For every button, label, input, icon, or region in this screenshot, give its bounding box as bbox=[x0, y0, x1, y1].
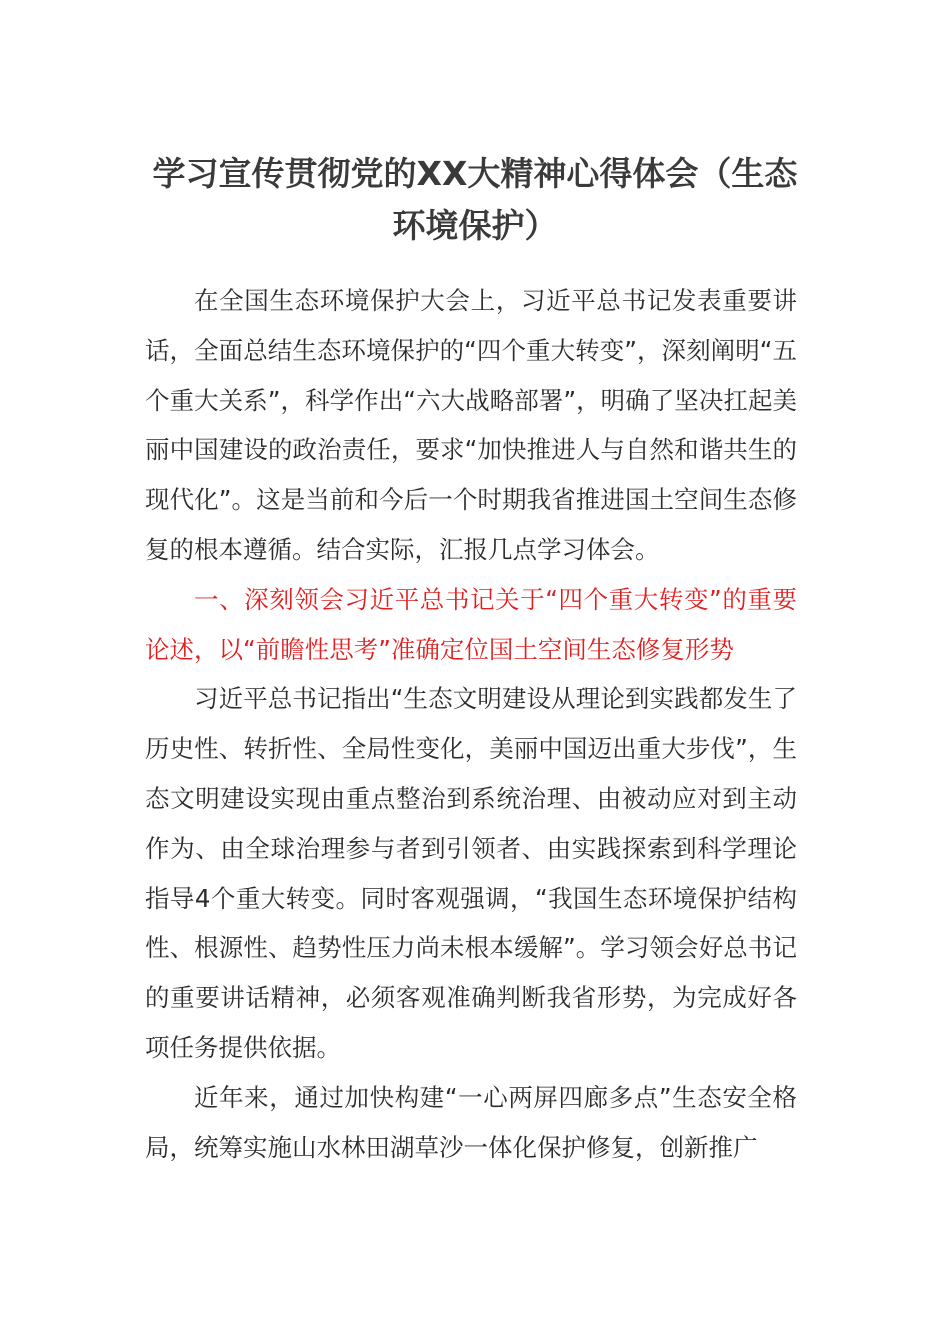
document-title: 学习宣传贯彻党的XX大精神心得体会（生态环境保护） bbox=[152, 154, 798, 245]
paragraph-recent-years: 近年来，通过加快构建“一心两屏四廊多点”生态安全格局，统筹实施山水林田湖草沙一体化保护修复，创新推广 bbox=[145, 1082, 797, 1162]
section-heading-1: 一、深刻领会习近平总书记关于“四个重大转变”的重要论述，以“前瞻性思考”准确定位国土空间生态修复形势 bbox=[145, 584, 797, 664]
paragraph-section-1: 习近平总书记指出“生态文明建设从理论到实践都发生了历史性、转折性、全局性变化，美丽中国迈出重大步伐”，生态文明建设实现由重点整治到系统治理、由被动应对到主动作为、由全球治理参与者到引领者、由实践探索到科学理论指导4个重大转变。同时客观强调，“我国生态环境保护结构性、根源性、趋势性压力尚未根本缓解”。学习领会好总书记的重要讲话精神，必须客观准确判断我省形势，为完成好各项任务提供依据。 bbox=[145, 684, 797, 1062]
paragraph-intro: 在全国生态环境保护大会上，习近平总书记发表重要讲话，全面总结生态环境保护的“四个重大转变”，深刻阐明“五个重大关系”，科学作出“六大战略部署”，明确了坚决扛起美丽中国建设的政治责任，要求“加快推进人与自然和谐共生的现代化”。这是当前和今后一个时期我省推进国土空间生态修复的根本遵循。结合实际，汇报几点学习体会。 bbox=[145, 286, 797, 564]
document-body bbox=[145, 276, 797, 1172]
